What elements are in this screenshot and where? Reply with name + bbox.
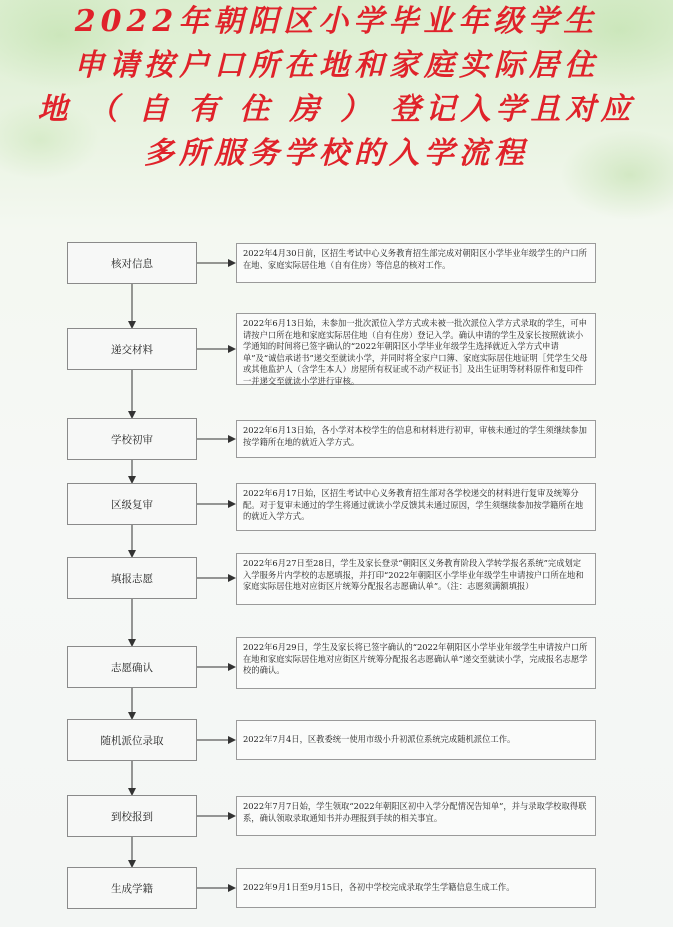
step-label: 学校初审 [111,433,153,446]
step-district-review [67,483,197,525]
step-label: 核对信息 [111,257,153,270]
title-line: 申请按户口所在地和家庭实际居住 [74,48,599,83]
step-fill-preferences [67,557,197,599]
step-description: 2022年7月4日，区教委统一使用市级小升初派位系统完成随机派位工作。 [236,720,596,760]
step-description: 2022年9月1日至9月15日，各初中学校完成录取学生学籍信息生成工作。 [236,868,596,908]
step-description: 2022年4月30日前，区招生考试中心义务教育招生部完成对朝阳区小学毕业年级学生的户口所在地、家庭实际居住地（自有住房）等信息的核对工作。 [236,243,596,283]
step-label: 区级复审 [111,498,153,511]
step-confirm-preferences [67,646,197,688]
title-line: 2022年朝阳区小学毕业年级学生 [74,4,599,39]
step-label: 填报志愿 [111,572,153,585]
step-description: 2022年7月7日始，学生领取“2022年朝阳区初中入学分配情况告知单”，并与录取学校取得联系，确认领取录取通知书并办理报到手续的相关事宜。 [236,796,596,836]
step-label: 生成学籍 [111,882,153,895]
step-generate-record [67,867,197,909]
step-school-review [67,418,197,460]
step-label: 递交材料 [111,343,153,356]
step-submit-materials [67,328,197,370]
step-description: 2022年6月17日始，区招生考试中心义务教育招生部对各学校递交的材料进行复审及统筹分配。对于复审未通过的学生将通过就读小学反馈其未通过原因，学生须继续参加按学籍所在地的就近入学方式。 [236,483,596,531]
step-description: 2022年6月27日至28日，学生及家长登录“朝阳区义务教育阶段入学转学报名系统”完成划定入学服务片内学校的志愿填报，并打印“2022年朝阳区小学毕业年级学生申请按户口所在地和家庭实际居住地对应街区片统筹分配报名志愿确认单”。（注：志愿须满额填报） [236,553,596,605]
step-school-registration [67,795,197,837]
step-random-assignment [67,719,197,761]
step-description: 2022年6月13日始，未参加一批次派位入学方式或未被一批次派位入学方式录取的学生，可申请按户口所在地和家庭实际居住地（自有住房）登记入学。确认申请的学生及家长按照就读小学通知的时间将已签字确认的“2022年朝阳区小学毕业年级学生选择就近入学方式申请单”及“诚信承诺书”递交至就读小学，并同时将全家户口簿、家庭实际居住地证明［凭学生父母或其他监护人（含学生本人）房屋所有权证或不动产权证书］及出生证明等材料原件和复印件一并递交至就读小学进行审核。 [236,313,596,385]
title-line: 地 （ 自 有 住 房 ） 登记入学且对应 [37,92,636,127]
step-label: 随机派位录取 [100,734,164,747]
step-description: 2022年6月13日始，各小学对本校学生的信息和材料进行初审，审核未通过的学生须继续参加按学籍所在地的就近入学方式。 [236,420,596,458]
title-line: 多所服务学校的入学流程 [144,136,529,171]
step-verify-info [67,242,197,284]
step-label: 到校报到 [111,810,153,823]
step-description: 2022年6月29日，学生及家长将已签字确认的“2022年朝阳区小学毕业年级学生申请按户口所在地和家庭实际居住地对应街区片统筹分配报名志愿确认单”递交至就读小学，完成报名志愿学校的确认。 [236,637,596,689]
step-label: 志愿确认 [111,661,153,674]
